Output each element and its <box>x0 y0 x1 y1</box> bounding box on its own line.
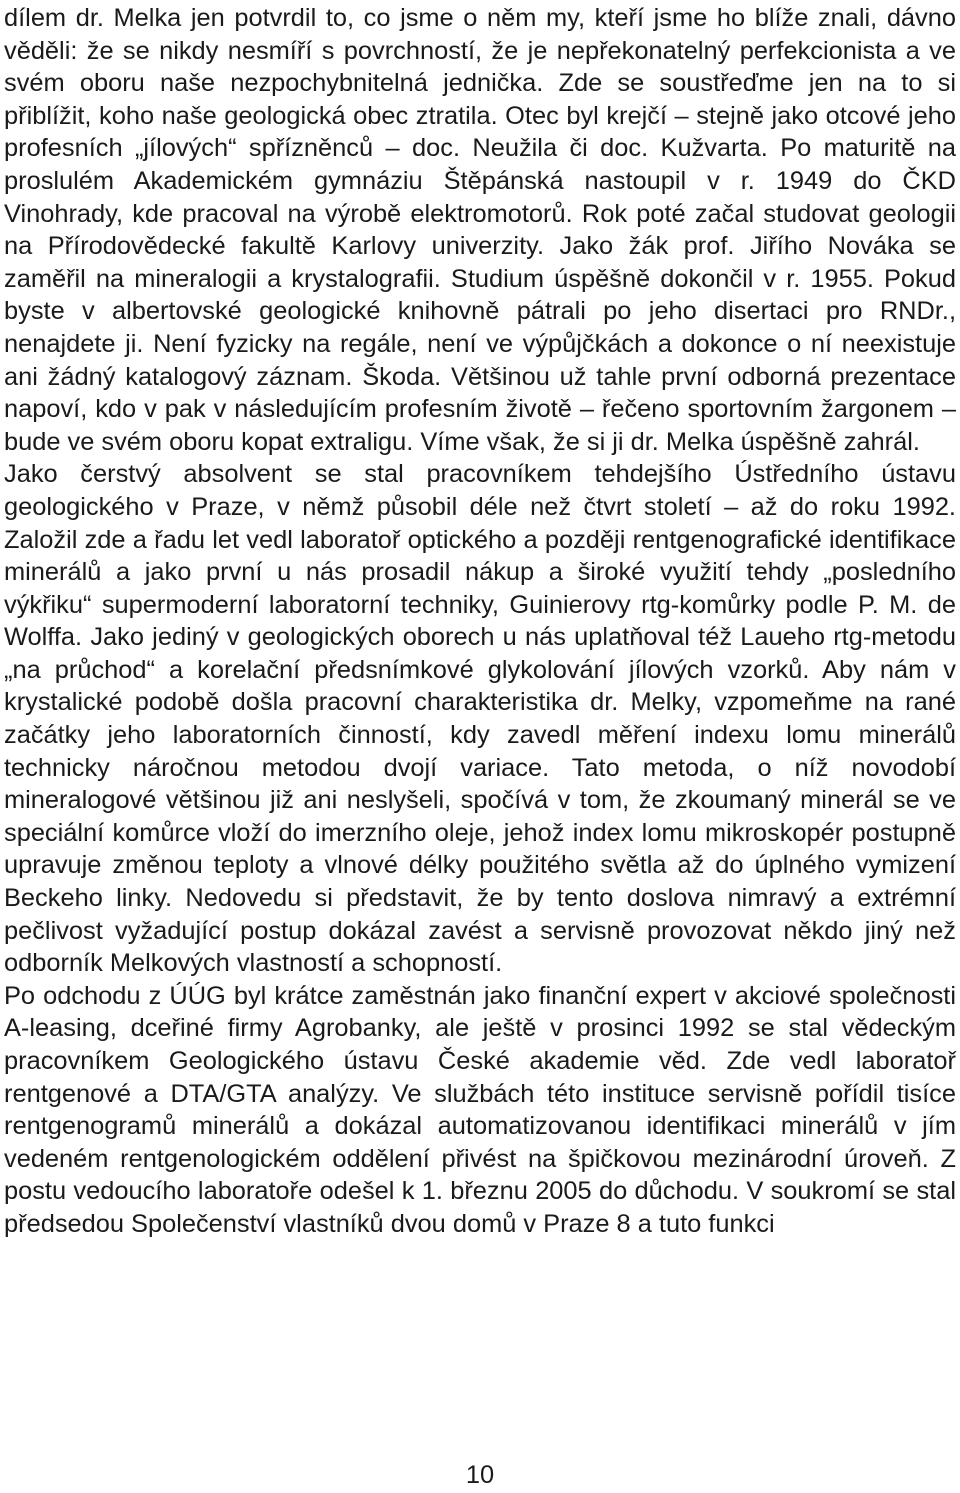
page-number: 10 <box>465 1461 495 1489</box>
paragraph-2: Jako čerstvý absolvent se stal pracovníkem tehdejšího Ústředního ústavu geologického v Praze, v němž působil déle než čtvrt století – až do roku 1992. Založil zde a řadu let vedl laboratoř optického a později rentgenografické identifikace minerálů a jako první u nás prosadil nákup a široké využití tehdy „posledního výkřiku“ supermoderní laboratorní techniky, Guinierovy rtg-komůrky podle P. M. de Wolffa. Jako jediný v geologických oborech u nás uplatňoval též Laueho rtg-metodu „na průchod“ a korelační předsnímkové glykolování jílových vzorků. Aby nám v krystalické podobě došla pracovní charakteristika dr. Melky, vzpomeňme na rané začátky jeho laboratorních činností, kdy zavedl měření indexu lomu minerálů technicky náročnou metodou dvojí variace. Tato metoda, o níž novodobí mineralogové většinou již ani neslyšeli, spočívá v tom, že zkoumaný minerál se ve speciální komůrce vloží do imerzního oleje, jehož index lomu mikroskopér postupně upravuje změnou teploty a vlnové délky použitého světla až do úplného vymizení Beckeho linky. Nedovedu si představit, že by tento doslova nimravý a extrémní pečlivost vyžadující postup dokázal zavést a servisně provozovat někdo jiný než odborník Melkových vlastností a schopností. <box>4 460 956 978</box>
paragraph-1: dílem dr. Melka jen potvrdil to, co jsme o něm my, kteří jsme ho blíže znali, dávno věděli: že se nikdy nesmíří s povrchností, že je nepřekonatelný perfekcionista a ve svém oboru naše nezpochybnitelná jednička. Zde se soustřeďme jen na to si přiblížit, koho naše geologická obec ztratila. Otec byl krejčí – stejně jako otcové jeho profesních „jílových“ spřízněnců – doc. Neužila či doc. Kužvarta. Po maturitě na proslulém Akademickém gymnáziu Štěpánská nastoupil v r. 1949 do ČKD Vinohrady, kde pracoval na výrobě elektromotorů. Rok poté začal studovat geologii na Přírodovědecké fakultě Karlovy univerzity. Jako žák prof. Jiřího Nováka se zaměřil na mineralogii a krystalografii. Studium úspěšně dokončil v r. 1955. Pokud byste v albertovské geologické knihovně pátrali po jeho disertaci pro RNDr., nenajdete ji. Není fyzicky na regále, není ve výpůjčkách a dokonce o ní neexistuje ani žádný katalogový záznam. Škoda. Většinou už tahle první odborná prezentace napoví, kdo v pak v následujícím profesním životě – řečeno sportovním žargonem – bude ve svém oboru kopat extraligu. Víme však, že si ji dr. Melka úspěšně zahrál. <box>4 4 956 456</box>
paragraph-3: Po odchodu z ÚÚG byl krátce zaměstnán jako finanční expert v akciové společnosti A-leasing, dceřiné firmy Agrobanky, ale ještě v prosinci 1992 se stal vědeckým pracovníkem Geologického ústavu České akademie věd. Zde vedl laboratoř rentgenové a DTA/GTA analýzy. Ve službách této instituce servisně pořídil tisíce rentgenogramů minerálů a dokázal automatizovanou identifikaci minerálů v jím vedeném rentgenologickém oddělení přivést na špičkovou mezinárodní úroveň. Z postu vedoucího laboratoře odešel k 1. březnu 2005 do důchodu. V soukromí se stal předsedou Společenství vlastníků dvou domů v Praze 8 a tuto funkci <box>4 981 956 1238</box>
body-text <box>4 0 956 1241</box>
